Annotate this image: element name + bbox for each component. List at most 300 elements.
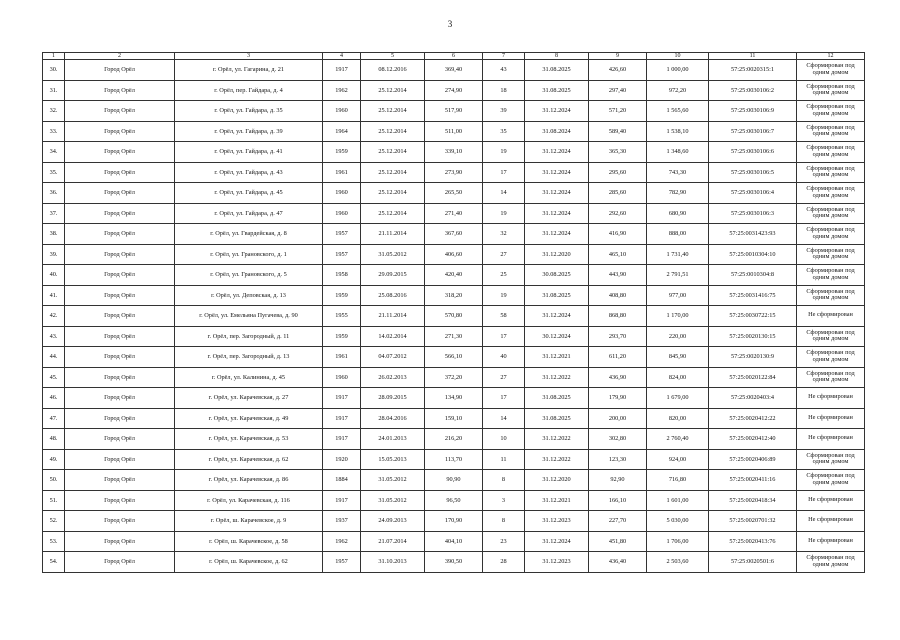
table-cell: 57:25:0030106:3 [709,203,797,224]
table-cell: 611,20 [589,347,647,368]
column-header: 2 [65,53,175,60]
table-cell: 566,10 [425,347,483,368]
table-cell: 57:25:0031423:93 [709,224,797,245]
table-cell: 26.02.2013 [361,367,425,388]
table-cell: 302,80 [589,429,647,450]
table-cell: 28.09.2015 [361,388,425,409]
table-cell: 31.12.2021 [525,490,589,511]
table-cell: 227,70 [589,511,647,532]
table-row [43,142,865,163]
table-cell: 1955 [323,306,361,327]
table-cell: Сформирован под одним домом [797,367,865,388]
table-cell: 8 [483,470,525,491]
data-table [42,52,865,573]
table-cell: г. Орёл, ул. Гайдара, д. 35 [175,101,323,122]
table-cell: Сформирован под одним домом [797,470,865,491]
table-cell: 43 [483,60,525,81]
table-cell: Не сформирован [797,490,865,511]
table-row [43,121,865,142]
table-cell: 32. [43,101,65,122]
table-cell: 426,60 [589,60,647,81]
table-cell: 17 [483,162,525,183]
column-header: 8 [525,53,589,60]
table-cell: Город Орёл [65,285,175,306]
table-cell: 31.12.2022 [525,449,589,470]
table-cell: 845,90 [647,347,709,368]
table-cell: 31.12.2024 [525,162,589,183]
table-cell: 179,90 [589,388,647,409]
table-cell: 32 [483,224,525,245]
table-row [43,347,865,368]
table-cell: 29.09.2015 [361,265,425,286]
column-header: 1 [43,53,65,60]
table-cell: Сформирован под одним домом [797,244,865,265]
table-cell: Город Орёл [65,183,175,204]
table-row [43,285,865,306]
table-cell: 200,00 [589,408,647,429]
table-body [43,60,865,573]
table-cell: 15.05.2013 [361,449,425,470]
table-cell: 273,90 [425,162,483,183]
table-cell: Сформирован под одним домом [797,183,865,204]
table-cell: 31.05.2012 [361,470,425,491]
table-cell: 1957 [323,224,361,245]
table-cell: 2 791,51 [647,265,709,286]
table-row [43,183,865,204]
table-cell: 1917 [323,429,361,450]
table-cell: 1960 [323,367,361,388]
table-cell: 25.12.2014 [361,183,425,204]
table-cell: 31. [43,80,65,101]
table-cell: 420,40 [425,265,483,286]
table-cell: 31.08.2025 [525,285,589,306]
table-cell: г. Орёл, пер. Гайдара, д. 4 [175,80,323,101]
table-cell: 30.12.2024 [525,326,589,347]
table-cell: 274,90 [425,80,483,101]
table-row [43,388,865,409]
table-cell: 31.12.2021 [525,347,589,368]
table-cell: 1917 [323,408,361,429]
table-cell: 265,50 [425,183,483,204]
table-row [43,326,865,347]
table-cell: 31.12.2024 [525,101,589,122]
table-cell: 57:25:0020406:89 [709,449,797,470]
table-cell: 436,40 [589,552,647,573]
table-cell: 57:25:0010304:8 [709,265,797,286]
table-cell: г. Орёл, ул. Гвардейская, д. 8 [175,224,323,245]
table-cell: 57:25:0020701:32 [709,511,797,532]
table-cell: г. Орёл, ул. Карачевская, д. 27 [175,388,323,409]
table-cell: 58 [483,306,525,327]
table-cell: 21.11.2014 [361,306,425,327]
table-cell: г. Орёл, ш. Карачевское, д. 9 [175,511,323,532]
table-cell: 41. [43,285,65,306]
table-cell: 40. [43,265,65,286]
table-cell: г. Орёл, ул. Гайдара, д. 47 [175,203,323,224]
table-cell: 570,80 [425,306,483,327]
table-cell: 57:25:0020501:6 [709,552,797,573]
page-number: 3 [447,19,453,29]
table-cell: 589,40 [589,121,647,142]
table-cell: 404,10 [425,531,483,552]
table-cell: 1 000,00 [647,60,709,81]
table-cell: 2 503,60 [647,552,709,573]
table-cell: Сформирован под одним домом [797,285,865,306]
table-cell: 31.08.2025 [525,60,589,81]
table-row [43,306,865,327]
table-cell: 25.12.2014 [361,203,425,224]
table-cell: Город Орёл [65,470,175,491]
table-cell: 1960 [323,101,361,122]
table-cell: 31.05.2012 [361,244,425,265]
table-cell: 57:25:0010304:10 [709,244,797,265]
table-row [43,552,865,573]
table-cell: 1884 [323,470,361,491]
table-cell: 339,10 [425,142,483,163]
table-cell: 19 [483,203,525,224]
table-cell: 36. [43,183,65,204]
table-cell: г. Орёл, ул. Гайдара, д. 41 [175,142,323,163]
table-cell: 31.12.2024 [525,224,589,245]
table-cell: Сформирован под одним домом [797,80,865,101]
table-cell: г. Орёл, ул. Калинина, д. 45 [175,367,323,388]
table-cell: 1 731,40 [647,244,709,265]
table-cell: 31.12.2024 [525,306,589,327]
table-cell: 25.12.2014 [361,101,425,122]
table-cell: 1959 [323,285,361,306]
table-cell: Сформирован под одним домом [797,101,865,122]
table-cell: 14 [483,408,525,429]
table-cell: г. Орёл, ул. Грановского, д. 5 [175,265,323,286]
table-cell: 38. [43,224,65,245]
table-cell: г. Орёл, ул. Карачевская, д. 116 [175,490,323,511]
table-cell: 25.08.2016 [361,285,425,306]
table-cell: 408,80 [589,285,647,306]
table-cell: 46. [43,388,65,409]
table-cell: 25.12.2014 [361,162,425,183]
table-cell: г. Орёл, ул. Карачевская, д. 53 [175,429,323,450]
column-header: 4 [323,53,361,60]
table-cell: 57:25:0030722:15 [709,306,797,327]
table-cell: 52. [43,511,65,532]
table-cell: 511,00 [425,121,483,142]
table-cell: Город Орёл [65,142,175,163]
table-cell: 372,20 [425,367,483,388]
table-cell: Город Орёл [65,265,175,286]
table-cell: Город Орёл [65,121,175,142]
table-cell: 571,20 [589,101,647,122]
table-cell: 34. [43,142,65,163]
table-cell: Сформирован под одним домом [797,265,865,286]
table-cell: 113,70 [425,449,483,470]
table-cell: Город Орёл [65,162,175,183]
table-cell: 367,60 [425,224,483,245]
table-cell: 1 679,00 [647,388,709,409]
table-cell: Город Орёл [65,224,175,245]
table-cell: 1937 [323,511,361,532]
table-cell: 31.12.2020 [525,244,589,265]
table-cell: г. Орёл, ул. Карачевская, д. 49 [175,408,323,429]
table-cell: г. Орёл, ул. Гайдара, д. 45 [175,183,323,204]
table-cell: 28 [483,552,525,573]
table-cell: 3 [483,490,525,511]
table-cell: 1960 [323,203,361,224]
table-cell: г. Орёл, ул. Грановского, д. 1 [175,244,323,265]
table-row [43,244,865,265]
table-cell: 53. [43,531,65,552]
table-cell: 18 [483,80,525,101]
table-cell: 49. [43,449,65,470]
table-cell: 11 [483,449,525,470]
table-cell: 57:25:0020412:22 [709,408,797,429]
table-row [43,265,865,286]
table-cell: Сформирован под одним домом [797,203,865,224]
table-cell: 57:25:0020418:34 [709,490,797,511]
table-cell: г. Орёл, пер. Загородный, д. 13 [175,347,323,368]
table-cell: 19 [483,142,525,163]
table-cell: 31.05.2012 [361,490,425,511]
table-cell: 166,10 [589,490,647,511]
table-cell: 159,10 [425,408,483,429]
table-cell: 5 030,00 [647,511,709,532]
table-cell: 39 [483,101,525,122]
table-cell: 824,00 [647,367,709,388]
table-cell: 43. [43,326,65,347]
table-cell: 2 760,40 [647,429,709,450]
table-cell: 57:25:0020411:16 [709,470,797,491]
table-cell: 31.10.2013 [361,552,425,573]
table-row [43,511,865,532]
table-cell: 31.08.2025 [525,408,589,429]
table-cell: 35. [43,162,65,183]
table-cell: 25.12.2014 [361,121,425,142]
table-cell: 25.12.2014 [361,142,425,163]
table-cell: 1961 [323,347,361,368]
table-cell: 1 170,00 [647,306,709,327]
table-cell: 31.08.2025 [525,388,589,409]
table-cell: 31.12.2022 [525,429,589,450]
table-cell: 782,90 [647,183,709,204]
table-cell: Не сформирован [797,388,865,409]
column-header: 10 [647,53,709,60]
table-cell: Не сформирован [797,531,865,552]
table-cell: 31.12.2024 [525,203,589,224]
table-cell: 57:25:0030106:4 [709,183,797,204]
table-cell: 1958 [323,265,361,286]
table-cell: 54. [43,552,65,573]
table-row [43,367,865,388]
table-cell: г. Орёл, ул. Гагарина, д. 21 [175,60,323,81]
table-cell: Сформирован под одним домом [797,552,865,573]
table-cell: 30. [43,60,65,81]
column-header: 12 [797,53,865,60]
table-cell: г. Орёл, ул. Емельяна Пугачева, д. 90 [175,306,323,327]
table-cell: 19 [483,285,525,306]
table-cell: 436,90 [589,367,647,388]
table-row [43,224,865,245]
table-cell: 14 [483,183,525,204]
table-cell: 1920 [323,449,361,470]
column-header: 9 [589,53,647,60]
table-row [43,203,865,224]
table-cell: 28.04.2016 [361,408,425,429]
table-cell: Город Орёл [65,80,175,101]
table-cell: 1962 [323,80,361,101]
table-cell: 14.02.2014 [361,326,425,347]
table-cell: Город Орёл [65,408,175,429]
table-cell: 295,60 [589,162,647,183]
table-cell: Сформирован под одним домом [797,224,865,245]
table-cell: г. Орёл, ул. Карачевская, д. 62 [175,449,323,470]
table-cell: 517,90 [425,101,483,122]
table-cell: Сформирован под одним домом [797,142,865,163]
table-cell: 1959 [323,326,361,347]
table-cell: 924,00 [647,449,709,470]
table-cell: 465,10 [589,244,647,265]
table-cell: г. Орёл, ш. Карачевское, д. 62 [175,552,323,573]
table-cell: Город Орёл [65,203,175,224]
table-cell: 51. [43,490,65,511]
table-cell: 57:25:0030106:7 [709,121,797,142]
table-cell: 406,60 [425,244,483,265]
table-cell: Город Орёл [65,101,175,122]
table-cell: Город Орёл [65,326,175,347]
table-cell: 1 706,00 [647,531,709,552]
table-cell: Город Орёл [65,449,175,470]
table-cell: 680,90 [647,203,709,224]
table-cell: 45. [43,367,65,388]
table-cell: Город Орёл [65,552,175,573]
table-cell: 1 538,10 [647,121,709,142]
table-cell: Город Орёл [65,531,175,552]
table-cell: 90,90 [425,470,483,491]
table-cell: г. Орёл, ул. Деповская, д. 13 [175,285,323,306]
table-cell: 443,90 [589,265,647,286]
table-cell: 297,40 [589,80,647,101]
table-cell: 369,40 [425,60,483,81]
table-cell: Сформирован под одним домом [797,326,865,347]
table-cell: 743,30 [647,162,709,183]
table-cell: 416,90 [589,224,647,245]
table-cell: 31.08.2025 [525,80,589,101]
table-cell: Сформирован под одним домом [797,347,865,368]
table-cell: 134,90 [425,388,483,409]
column-header: 7 [483,53,525,60]
table-cell: г. Орёл, ул. Карачевская, д. 86 [175,470,323,491]
table-cell: 123,30 [589,449,647,470]
table-cell: Сформирован под одним домом [797,60,865,81]
table-cell: 44. [43,347,65,368]
table-cell: 1961 [323,162,361,183]
table-cell: 30.08.2025 [525,265,589,286]
table-cell: 21.07.2014 [361,531,425,552]
table-cell: 47. [43,408,65,429]
table-row [43,449,865,470]
table-cell: Сформирован под одним домом [797,449,865,470]
table-cell: 8 [483,511,525,532]
table-cell: 1917 [323,60,361,81]
table-cell: 39. [43,244,65,265]
table-cell: 57:25:0020315:1 [709,60,797,81]
table-cell: 820,00 [647,408,709,429]
table-cell: 888,00 [647,224,709,245]
table-cell: Город Орёл [65,367,175,388]
table-cell: Не сформирован [797,511,865,532]
table-cell: 716,80 [647,470,709,491]
table-cell: Город Орёл [65,60,175,81]
table-cell: 318,20 [425,285,483,306]
table-cell: 451,80 [589,531,647,552]
table-cell: Сформирован под одним домом [797,162,865,183]
table-cell: 35 [483,121,525,142]
header-row [43,53,865,60]
table-cell: 57:25:0020130:9 [709,347,797,368]
column-header: 3 [175,53,323,60]
table-cell: Город Орёл [65,306,175,327]
table-cell: 1964 [323,121,361,142]
table-cell: 31.12.2024 [525,531,589,552]
table-cell: Не сформирован [797,429,865,450]
table-cell: 50. [43,470,65,491]
table-cell: 31.12.2024 [525,142,589,163]
table-cell: Сформирован под одним домом [797,121,865,142]
table-cell: Город Орёл [65,388,175,409]
table-row [43,429,865,450]
table-cell: Город Орёл [65,429,175,450]
table-cell: 57:25:0030106:9 [709,101,797,122]
table-cell: 48. [43,429,65,450]
table-cell: 31.12.2022 [525,367,589,388]
table-cell: 285,60 [589,183,647,204]
table-cell: 17 [483,388,525,409]
table-cell: 31.12.2020 [525,470,589,491]
table-cell: 27 [483,367,525,388]
table-row [43,408,865,429]
table-cell: 57:25:0020130:15 [709,326,797,347]
table-cell: 37. [43,203,65,224]
column-header: 11 [709,53,797,60]
column-header: 5 [361,53,425,60]
table-cell: 220,00 [647,326,709,347]
table-cell: 42. [43,306,65,327]
table-cell: 365,30 [589,142,647,163]
table-cell: 25 [483,265,525,286]
table-cell: 1959 [323,142,361,163]
table-cell: 57:25:0030106:2 [709,80,797,101]
table-cell: 57:25:0020122:84 [709,367,797,388]
table-cell: 1957 [323,244,361,265]
table-cell: Не сформирован [797,306,865,327]
table-cell: Город Орёл [65,511,175,532]
table-row [43,490,865,511]
table-cell: 57:25:0020403:4 [709,388,797,409]
table-row [43,162,865,183]
table-cell: 40 [483,347,525,368]
table-cell: 23 [483,531,525,552]
table-cell: 1917 [323,490,361,511]
table-cell: г. Орёл, ш. Карачевское, д. 58 [175,531,323,552]
table-cell: г. Орёл, пер. Загородный, д. 11 [175,326,323,347]
table-cell: 57:25:0030106:5 [709,162,797,183]
table-cell: 08.12.2016 [361,60,425,81]
table-cell: 17 [483,326,525,347]
table-cell: 1962 [323,531,361,552]
table-cell: 31.12.2024 [525,183,589,204]
table-cell: 33. [43,121,65,142]
table-cell: г. Орёл, ул. Гайдара, д. 43 [175,162,323,183]
table-cell: 271,30 [425,326,483,347]
table-cell: 31.12.2023 [525,552,589,573]
